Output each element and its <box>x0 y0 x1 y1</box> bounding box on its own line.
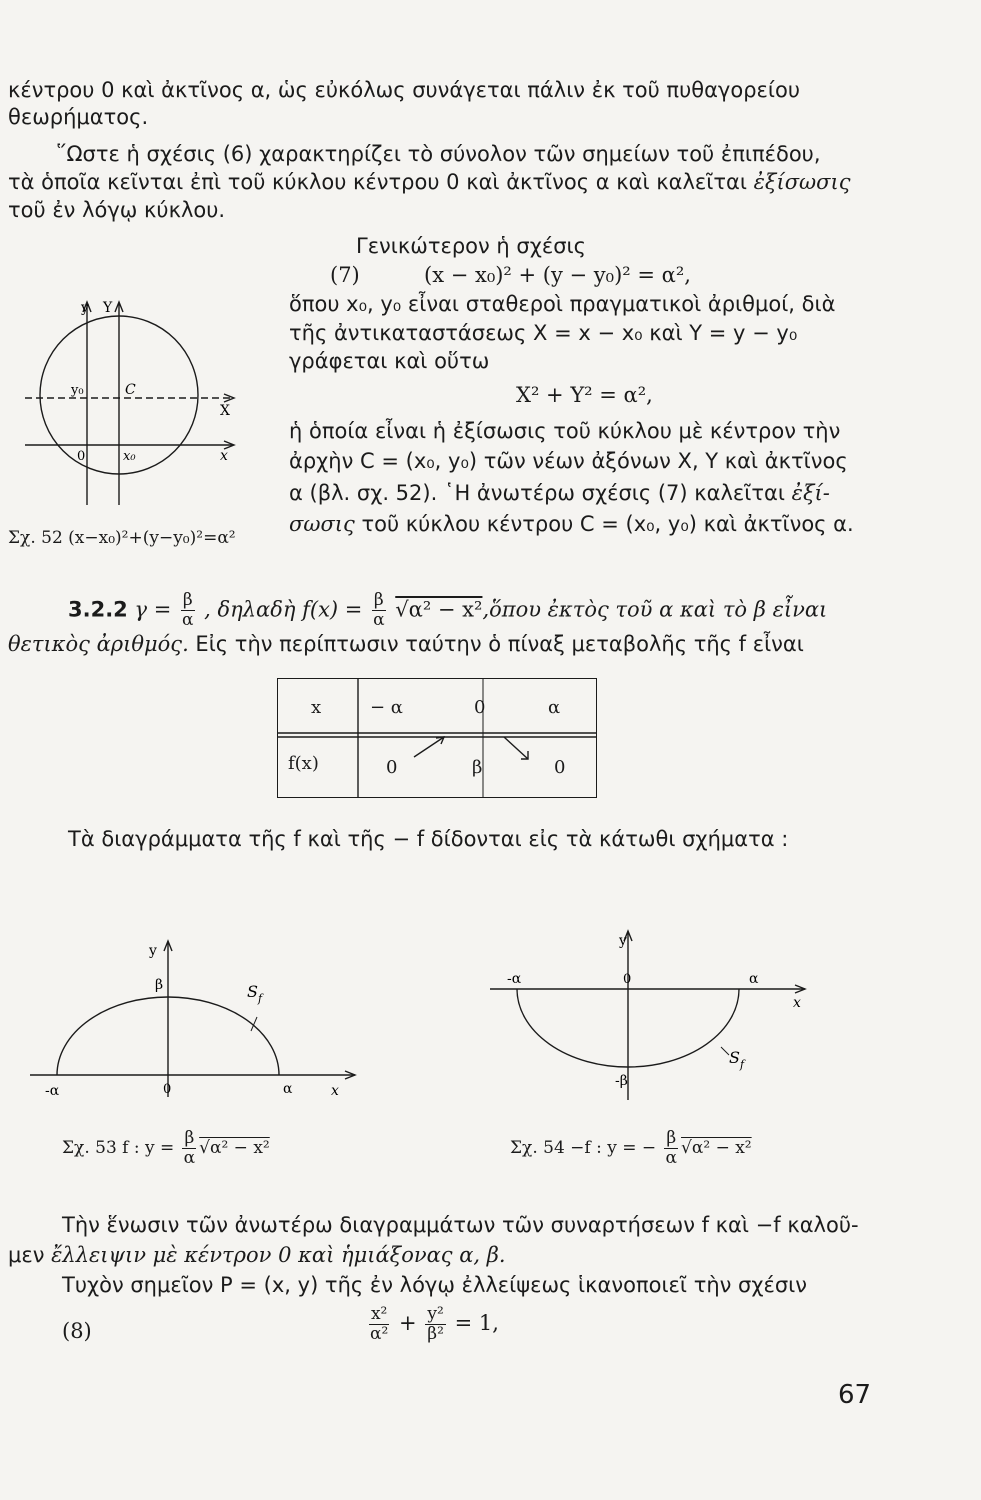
text-line: ἡ ὁποία εἶναι ἡ ἐξίσωσις τοῦ κύκλου μὲ κέντρον τὴν <box>289 419 841 443</box>
text-line <box>8 169 851 195</box>
text-span: ,ὅπου ἐκτὸς τοῦ α καὶ τὸ β εἶναι <box>482 597 828 622</box>
frac-num: β <box>182 590 193 610</box>
table-header-neg-alpha: − α <box>370 697 403 718</box>
text-line: ῞Ωστε ἡ σχέσις (6) χαρακτηρίζει τὸ σύνολον τῶν σημείων τοῦ ἐπιπέδου, <box>56 142 821 166</box>
equation-label: (8) <box>62 1319 92 1343</box>
section-number: 3.2.2 <box>68 597 128 622</box>
table-header-x: x <box>311 697 322 718</box>
text-span: τὰ ὁποῖα κεῖνται ἐπὶ τοῦ κύκλου κέντρου 0 καὶ ἀκτῖνος α καὶ καλεῖται <box>8 170 754 194</box>
label-x: x <box>793 995 801 1011</box>
equation-8 <box>366 1306 499 1343</box>
text-span: μεν <box>8 1243 52 1267</box>
text-line: ὅπου x₀, y₀ εἶναι σταθεροὶ πραγματικοὶ ἀριθμοί, διὰ <box>289 292 836 316</box>
sqrt-expression: √α² − x² <box>199 1138 270 1158</box>
label-Y: Y <box>103 300 113 316</box>
sqrt-expression: √α² − x² <box>395 597 483 622</box>
text-line: Τὴν ἕνωσιν τῶν ἀνωτέρω διαγραμμάτων τῶν συναρτήσεων f καὶ −f καλοῦ- <box>62 1213 859 1237</box>
table-header-zero: 0 <box>474 697 486 718</box>
figure-52-caption: Σχ. 52 (x−x₀)²+(y−y₀)²=α² <box>8 528 236 548</box>
fraction <box>664 1130 679 1167</box>
label-neg-alpha: -α <box>507 971 522 987</box>
text-span: α (βλ. σχ. 52). ῾Η ἀνωτέρω σχέσις (7) καλεῖται <box>289 481 792 505</box>
label-y: y <box>81 300 89 316</box>
figure-53 <box>25 935 355 1110</box>
frac-den: β² <box>427 1324 444 1344</box>
text-line <box>68 592 827 629</box>
text-span: τοῦ κύκλου κέντρου C = (x₀, y₀) καὶ ἀκτῖνος α. <box>354 512 854 536</box>
frac-den: α <box>181 610 194 630</box>
text-line: Γενικώτερον ἡ σχέσις <box>356 234 586 258</box>
text-span: , δηλαδὴ f(x) = <box>204 597 370 622</box>
label-origin: 0 <box>163 1082 172 1097</box>
text-line <box>289 480 830 506</box>
label-alpha: α <box>749 971 759 987</box>
frac-num: y² <box>427 1304 444 1324</box>
table-value-zero: 0 <box>554 757 566 778</box>
frac-den: α <box>183 1148 196 1168</box>
fraction <box>180 592 195 629</box>
variation-table <box>277 678 597 798</box>
caption-text: Σχ. 54 −f : y = − <box>510 1138 662 1158</box>
frac-num: x² <box>370 1304 388 1324</box>
figure-54 <box>485 925 815 1100</box>
label-origin: 0 <box>623 972 632 987</box>
text-line: Τυχὸν σημεῖον P = (x, y) τῆς ἐν λόγῳ ἐλλείψεως ἱκανοποιεῖ τὴν σχέσιν <box>62 1273 807 1297</box>
caption-text: Σχ. 53 f : y = <box>62 1138 180 1158</box>
equation-xy: X² + Y² = α², <box>516 383 653 407</box>
italic-term: σωσις <box>289 512 355 536</box>
text-line: θεωρήματος. <box>8 105 149 129</box>
text-line: τῆς ἀντικαταστάσεως X = x − x₀ καὶ Y = y − y₀ <box>289 321 798 345</box>
text-line: τοῦ ἐν λόγῳ κύκλου. <box>8 198 226 222</box>
label-neg-alpha: -α <box>45 1083 60 1099</box>
label-Sf: $S_f$ <box>729 1048 745 1071</box>
sqrt-expression: √α² − x² <box>681 1138 752 1158</box>
fraction <box>425 1306 446 1343</box>
table-value-beta: β <box>472 757 483 778</box>
label-X: X <box>220 403 230 419</box>
plus-sign: + <box>398 1311 417 1335</box>
italic-term: ἐξίσωσις <box>753 170 851 194</box>
figure-52 <box>15 290 255 525</box>
text-line <box>289 511 854 537</box>
italic-term: θετικὸς ἀριθμός. <box>8 632 189 656</box>
figure-54-caption <box>510 1130 752 1167</box>
label-alpha: α <box>283 1081 293 1097</box>
table-row-fx: f(x) <box>288 753 319 774</box>
label-y: y <box>619 933 627 949</box>
table-header-alpha: α <box>548 697 561 718</box>
label-y: y <box>149 943 157 959</box>
label-Sf: $S_f$ <box>247 982 263 1005</box>
label-origin: 0 <box>77 449 86 464</box>
fraction <box>371 592 386 629</box>
fraction <box>368 1306 390 1343</box>
table-value-zero: 0 <box>386 757 398 778</box>
fraction <box>182 1130 197 1167</box>
italic-term: ἐξί- <box>791 481 830 505</box>
equals-one: = 1, <box>454 1311 499 1335</box>
frac-den: α² <box>370 1324 389 1344</box>
text-line: γράφεται καὶ οὕτω <box>289 349 490 373</box>
label-x: x <box>220 448 228 464</box>
label-beta: β <box>155 977 164 993</box>
text-line <box>8 1242 506 1268</box>
equation-label: (7) <box>330 263 360 287</box>
text-line: κέντρου 0 καὶ ἀκτῖνος α, ὡς εὐκόλως συνάγεται πάλιν ἐκ τοῦ πυθαγορείου <box>8 78 800 102</box>
text-line <box>8 631 804 657</box>
label-C: C <box>125 382 136 398</box>
frac-num: β <box>666 1128 677 1148</box>
page-number: 67 <box>838 1380 872 1410</box>
label-y0: y₀ <box>71 383 84 398</box>
frac-num: β <box>373 590 384 610</box>
italic-term: ἔλλειψιν μὲ κέντρον 0 καὶ ἡμιάξονας α, β. <box>51 1243 506 1267</box>
text-span: Εἰς τὴν περίπτωσιν ταύτην ὁ πίναξ μεταβολῆς τῆς f εἶναι <box>188 632 804 656</box>
frac-den: α <box>665 1148 678 1168</box>
frac-den: α <box>373 610 385 630</box>
label-neg-beta: -β <box>615 1073 628 1089</box>
figure-53-caption <box>62 1130 270 1167</box>
frac-num: β <box>184 1128 195 1148</box>
label-x0: x₀ <box>123 449 136 464</box>
equation-7: (x − x₀)² + (y − y₀)² = α², <box>424 263 691 287</box>
text-line: ἀρχὴν C = (x₀, y₀) τῶν νέων ἀξόνων X, Y καὶ ἀκτῖνος <box>289 449 848 473</box>
label-x: x <box>331 1083 339 1099</box>
text-line: Τὰ διαγράμματα τῆς f καὶ τῆς − f δίδονται εἰς τὰ κάτωθι σχήματα : <box>68 827 789 851</box>
text-span: γ = <box>134 597 178 622</box>
